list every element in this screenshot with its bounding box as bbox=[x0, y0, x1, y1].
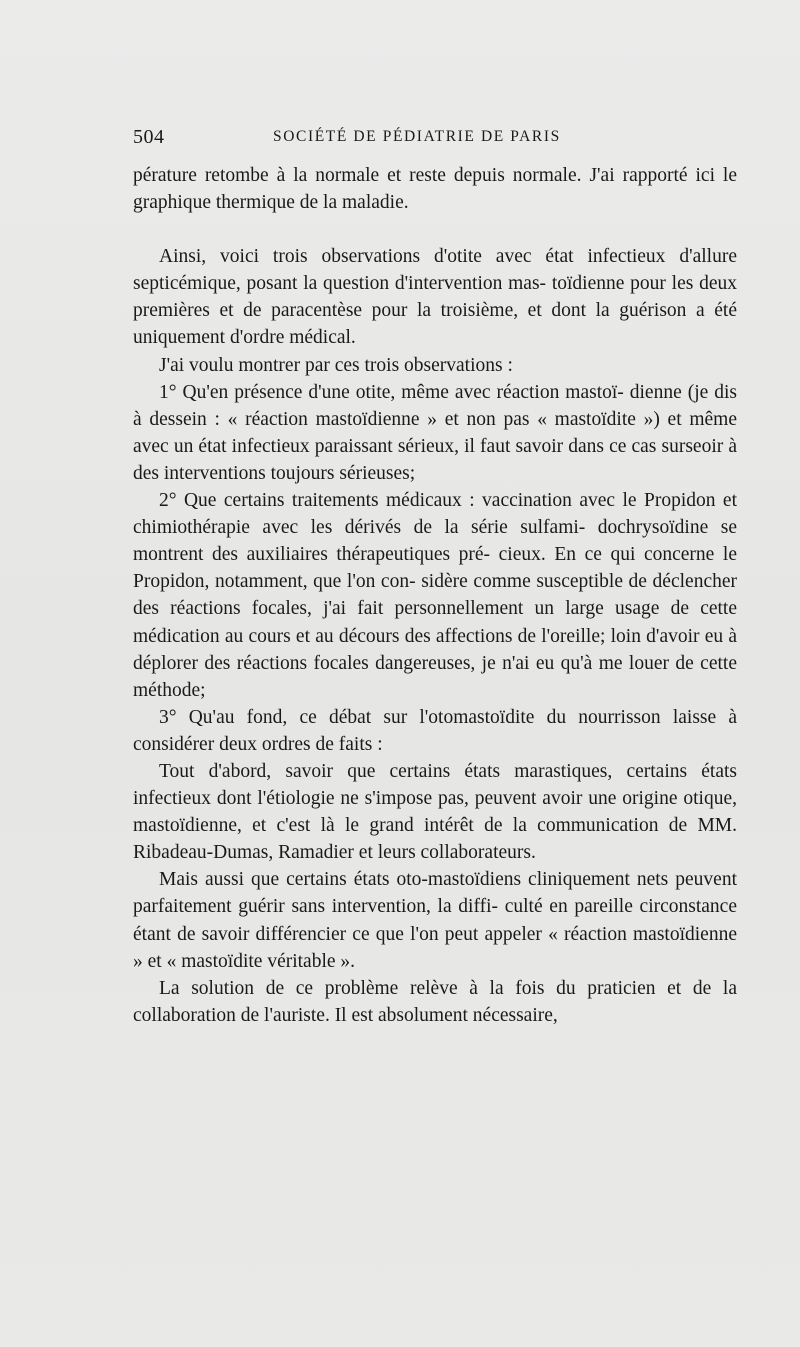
text-line: 3° Qu'au fond, ce débat sur l'otomastoïdite du nourrisson bbox=[159, 706, 673, 728]
text-line: culté en pareille circonstance étant de savoir différencier ce bbox=[133, 896, 737, 945]
text-line: Tout d'abord, savoir que certains états marastiques, certains bbox=[159, 760, 702, 782]
paragraph-continuation bbox=[133, 162, 737, 216]
text-line: que l'on peut appeler « réaction mastoïdienne » et « mastoïdite bbox=[133, 923, 737, 972]
text-line: Ainsi, voici trois observations d'otite avec état infectieux bbox=[159, 246, 680, 268]
text-line: laisse à considérer deux ordres de faits : bbox=[133, 706, 737, 755]
text-line: Mais aussi que certains états oto-mastoïdiens cliniquement bbox=[159, 869, 637, 891]
paragraph-gap bbox=[133, 216, 737, 243]
paragraph-point-2 bbox=[133, 487, 737, 704]
text-line: troisième, et dont la guérison a été uniquement d'ordre médical. bbox=[133, 300, 737, 349]
text-line: au cours et au décours des affections de l'oreille; loin d'avoir bbox=[224, 625, 705, 647]
text-line: toujours sérieuses; bbox=[270, 462, 416, 484]
text-line: me louer de cette méthode; bbox=[133, 652, 737, 701]
journal-title: SOCIÉTÉ DE PÉDIATRIE DE PARIS bbox=[273, 128, 561, 145]
paragraph-second-fact bbox=[133, 866, 737, 974]
paragraph-point-3 bbox=[133, 704, 737, 758]
text-line: dienne (je dis à dessein : « réaction mastoïdienne » et non pas bbox=[133, 381, 737, 430]
text-line: d'allure septicémique, posant la question d'intervention mas- bbox=[133, 246, 737, 295]
text-line: rapporté ici le graphique thermique de la maladie. bbox=[133, 165, 737, 214]
text-line: de la collaboration de l'auriste. Il est absolument nécessaire, bbox=[133, 977, 737, 1026]
page-number: 504 bbox=[133, 126, 165, 148]
paragraph-summary bbox=[133, 243, 737, 351]
running-head bbox=[133, 126, 737, 150]
text-line: pérature retombe à la normale et reste depuis normale. J'ai bbox=[133, 165, 623, 186]
paragraph-first-fact bbox=[133, 758, 737, 866]
text-line: sérieux, il faut savoir dans ce cas surseoir à des interventions bbox=[133, 435, 738, 484]
text-line: une origine otique, mastoïdienne, et c'est là le grand intérêt bbox=[133, 788, 737, 837]
text-line: 2° Que certains traitements médicaux : vaccination avec le bbox=[159, 490, 644, 512]
text-line: toïdienne pour les deux premières et de paracentèse pour la bbox=[133, 273, 738, 322]
text-line: J'ai voulu montrer par ces trois observations : bbox=[159, 354, 513, 376]
text-line: véritable ». bbox=[267, 950, 356, 972]
text-line: états infectieux dont l'étiologie ne s'impose pas, peuvent avoir bbox=[133, 760, 737, 810]
text-line: j'ai fait personnellement un large usage de cette médication bbox=[133, 598, 738, 647]
body-text bbox=[133, 162, 737, 1029]
text-line: de la communication de MM. Ribadeau-Dumas, Ramadier et bbox=[133, 815, 737, 864]
paragraph-solution bbox=[133, 975, 737, 1029]
text-line: Propidon et chimiothérapie avec les dérivés de la série sulfami- bbox=[133, 490, 737, 539]
text-line: dochrysoïdine se montrent des auxiliaires thérapeutiques pré- bbox=[133, 517, 737, 566]
text-line: cieux. En ce qui concerne le Propidon, notamment, que l'on con- bbox=[133, 544, 737, 593]
paragraph-point-1 bbox=[133, 379, 737, 487]
text-line: nets peuvent parfaitement guérir sans intervention, la diffi- bbox=[133, 869, 737, 918]
text-line: « mastoïdite ») et même avec un état infectieux paraissant bbox=[133, 408, 737, 457]
text-line: sidère comme susceptible de déclencher des réactions focales, bbox=[133, 571, 737, 620]
text-line: eu à déplorer des réactions focales dangereuses, je n'ai eu qu'à bbox=[133, 625, 738, 674]
text-line: La solution de ce problème relève à la fois du praticien et bbox=[159, 977, 693, 999]
paragraph-intent bbox=[133, 352, 737, 379]
text-line: 1° Qu'en présence d'une otite, même avec réaction mastoï- bbox=[159, 381, 630, 403]
text-line: leurs collaborateurs. bbox=[377, 842, 536, 864]
